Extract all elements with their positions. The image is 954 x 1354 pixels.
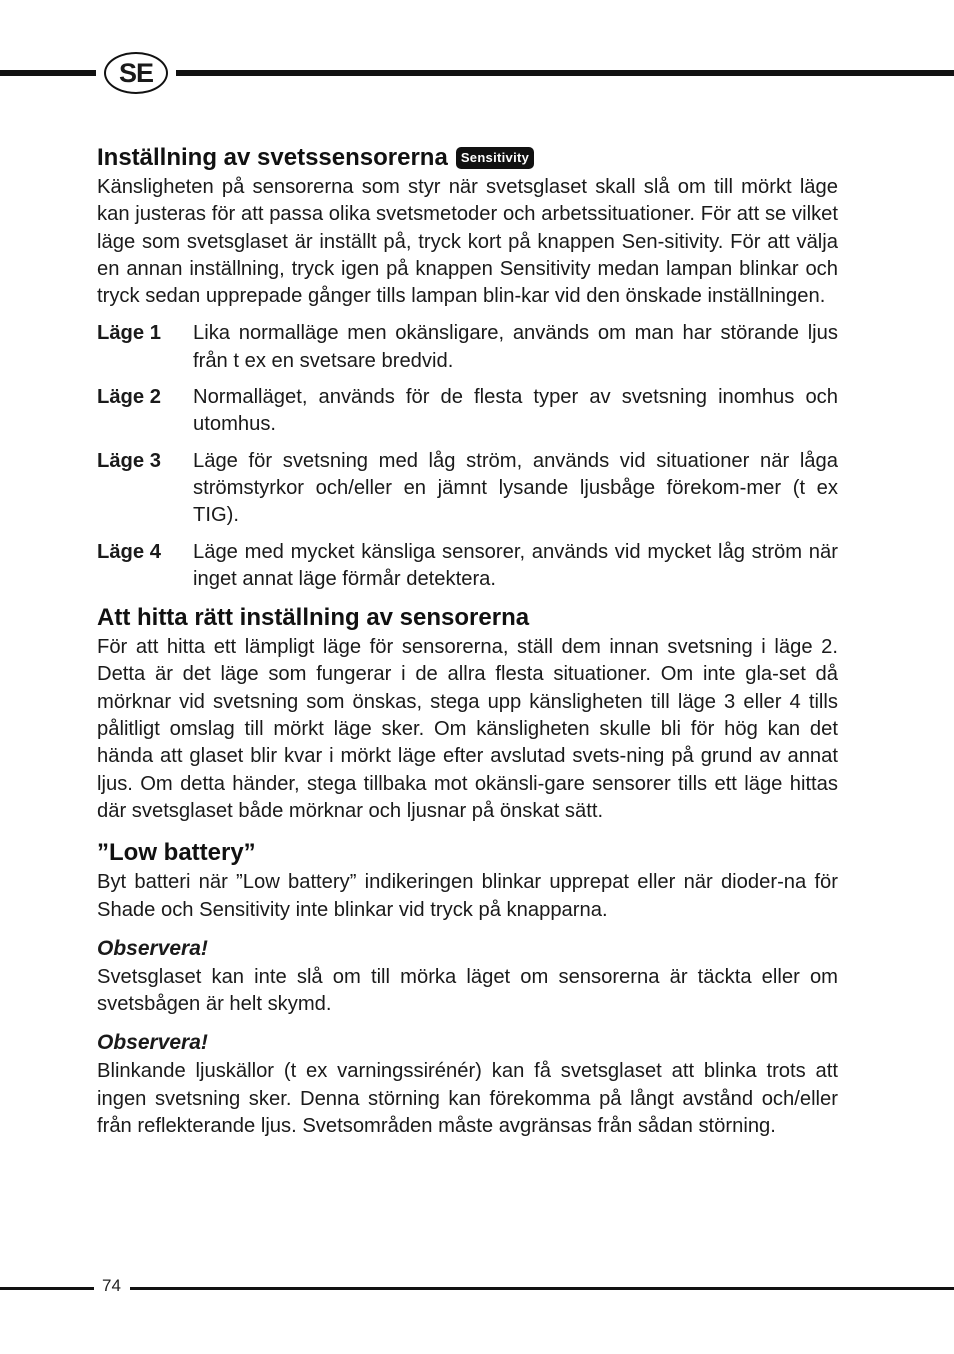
mode-label: Läge 2: [97, 386, 161, 409]
mode-description: Normalläget, används för de flesta typer av svetsning inomhus och utomhus.: [193, 386, 838, 436]
mode-description: Läge med mycket känsliga sensorer, används vid mycket låg ström när inget annat läge förmår detektera.: [193, 540, 838, 590]
mode-list: [97, 320, 838, 593]
note-body: Svetsglaset kan inte slå om till mörka läget om sensorerna är täckta eller om svetsbågen är helt skymd.: [97, 965, 838, 1016]
section-intro: Känsligheten på sensorerna som styr när svetsglaset skall slå om till mörkt läge kan justeras för att passa olika svetsmetoder och arbetssituationer. För att se vilket läge som svetsglaset är inställt på, tryck kort på knappen Sen-sitivity. För att välja en annan inställning, tryck igen på knappen Sensitivity medan lampan blinkar och tryck sedan upprepade gånger tills lampan blin-kar vid den önskade inställningen.: [97, 176, 838, 308]
note-body: Blinkande ljuskällor (t ex varningssirénér) kan få svetsglaset att blinka trots att ingen svetsning sker. Denna störning kan förekomma på långt avstånd och/eller från reflekterande ljus. Svetsområden måste avgränsas från sådan störning.: [97, 1060, 838, 1138]
header-rule-left: [0, 70, 96, 76]
section-title-text: Inställning av svetssensorerna: [97, 144, 448, 171]
mode-item: [97, 320, 838, 375]
section-title-low-battery: ”Low battery”: [97, 839, 256, 867]
note-title: Observera!: [97, 936, 208, 960]
note-title: Observera!: [97, 1031, 208, 1055]
mode-item: [97, 539, 838, 594]
language-badge: SE: [104, 52, 168, 94]
mode-description: Lika normalläge men okänsligare, används om man har störande ljus från t ex en svetsare bredvid.: [193, 322, 838, 372]
page-number: 74: [102, 1276, 121, 1295]
mode-label: Läge 1: [97, 322, 161, 345]
footer-rule-right: [130, 1287, 954, 1290]
section-title-sensitivity: [97, 142, 838, 174]
footer-rule-left: [0, 1287, 94, 1290]
mode-label: Läge 3: [97, 449, 161, 472]
mode-item: [97, 384, 838, 439]
page-content: [97, 142, 838, 1140]
header-rule-right: [176, 70, 954, 76]
mode-description: Läge för svetsning med låg ström, används vid situationer när låga strömstyrkor och/eller en jämnt lysande ljusbåge förekom-mer (t ex TIG).: [193, 449, 838, 527]
mode-item: [97, 448, 838, 530]
mode-label: Läge 4: [97, 540, 161, 563]
section-title-finding-setting: Att hitta rätt inställning av sensorerna: [97, 604, 530, 632]
section-body-low-battery: Byt batteri när ”Low battery” indikeringen blinkar upprepat eller när dioder-na för Shade och Sensitivity inte blinkar vid tryck på knapparna.: [97, 871, 838, 921]
sensitivity-button-tag: Sensitivity: [456, 147, 534, 169]
section-body-finding-setting: För att hitta ett lämpligt läge för sensorerna, ställ dem innan svetsning i läge 2. Detta är det läge som fungerar i de allra flesta situationer. Om inte gla-set då mörknar vid svetsning som önskas, stega upp känsligheten till läge 3 eller 4 tills pålitligt omslag till mörkt läge sker. Om känsligheten skulle bli för hög kan det hända att glaset blir kvar i mörkt läge efter avslutad svets-ning på grund av annat ljus. Om detta händer, stega tillbaka mot okänsli-gare sensorer tills ett läge hittas där svetsglaset både mörknar och ljusnar på önskat sätt.: [97, 636, 838, 822]
